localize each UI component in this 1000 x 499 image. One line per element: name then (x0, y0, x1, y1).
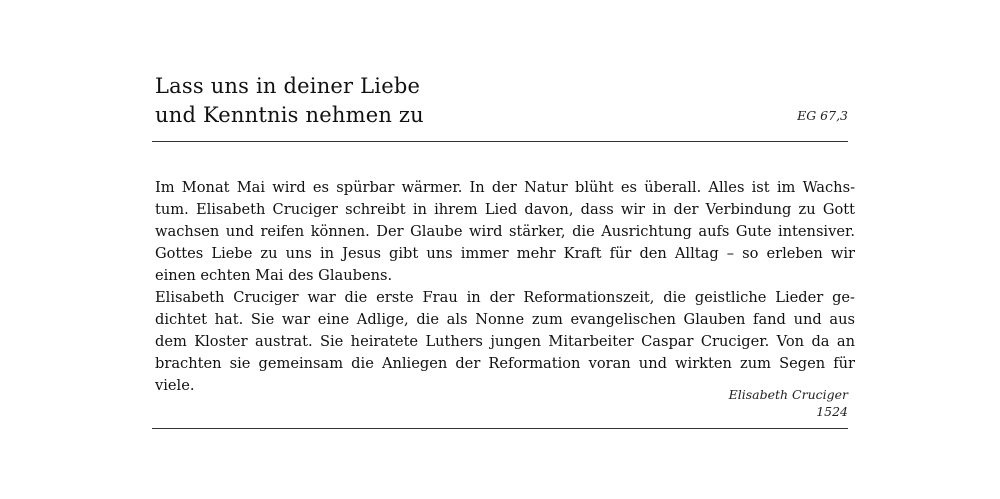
title-line-2: und Kenntnis nehmen zu (155, 103, 424, 127)
text-line: Im Monat Mai wird es spürbar wärmer. In der Natur blüht es überall. Alles ist im Wachs- (155, 179, 855, 196)
text-line: Elisabeth Cruciger war die erste Frau in der Reformationszeit, die geistliche Lieder ge- (155, 289, 855, 306)
text-line: brachten sie gemeinsam die Anliegen der Reformation voran und wirkten zum Segen für (155, 355, 855, 372)
author-name: Elisabeth Cruciger (728, 387, 848, 402)
page-title (155, 72, 424, 130)
title-line-1: Lass uns in deiner Liebe (155, 74, 421, 98)
paragraph-1 (155, 177, 855, 287)
text-line: einen echten Mai des Glaubens. (155, 267, 393, 284)
bottom-divider (152, 428, 848, 429)
text-line: dem Kloster austrat. Sie heiratete Luthers jungen Mitarbeiter Caspar Cruciger. Von da an (155, 333, 855, 350)
paragraph-2 (155, 287, 855, 397)
text-line: tum. Elisabeth Cruciger schreibt in ihrem Lied davon, dass wir in der Verbindung zu Gott (155, 201, 855, 218)
author-year: 1524 (816, 404, 848, 419)
body-text (155, 177, 855, 397)
text-line: wachsen und reifen können. Der Glaube wird stärker, die Ausrichtung aufs Gute intensiver. (155, 223, 855, 240)
text-line: Gottes Liebe zu uns in Jesus gibt uns immer mehr Kraft für den Alltag – so erleben wir (155, 245, 855, 262)
text-line: viele. (155, 377, 195, 394)
author-signature (729, 386, 848, 420)
text-line: dichtet hat. Sie war eine Adlige, die als Nonne zum evangelischen Glauben fand und aus (155, 311, 855, 328)
hymn-reference: EG 67,3 (797, 108, 848, 123)
top-divider (152, 141, 848, 142)
